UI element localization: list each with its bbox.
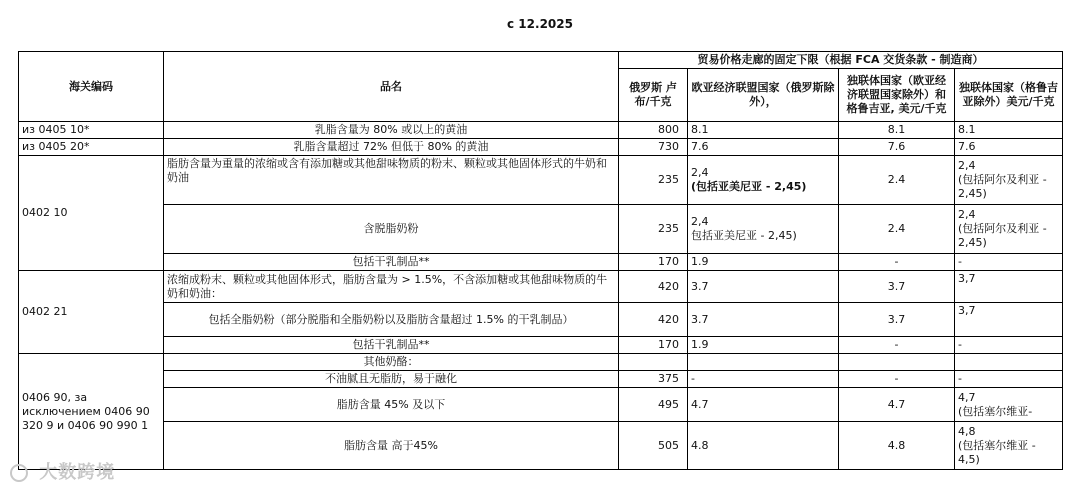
cis2-value: 4,7 — [958, 390, 976, 404]
header-row-1 — [19, 52, 1063, 69]
row-eaeu: 3.7 — [688, 303, 839, 337]
row-name: 浓缩成粉末、颗粒或其他固体形式，脂肪含量为 > 1.5%，不含添加糖或其他甜味物质的牛奶和奶油： — [164, 271, 619, 303]
header-name: 品名 — [164, 52, 619, 122]
header-cis-ex-eaeu: 独联体国家（欧亚经济联盟国家除外）和格鲁吉亚, 美元/千克 — [839, 69, 955, 122]
row-name: 脂肪含量 高于45% — [164, 422, 619, 470]
row-cis: 7.6 — [839, 139, 955, 156]
row-rub: 505 — [619, 422, 688, 470]
row-cis2: 3,7 — [955, 303, 1063, 337]
row-cis2: 8.1 — [955, 122, 1063, 139]
eaeu-note: 包括亚美尼亚 - 2,45) — [691, 229, 797, 242]
table-row — [19, 271, 1063, 303]
watermark-logo-icon — [10, 464, 28, 482]
group-code: 0402 21 — [19, 271, 164, 354]
row-cis: 2.4 — [839, 156, 955, 205]
table-row — [19, 354, 1063, 371]
header-code: 海关编码 — [19, 52, 164, 122]
table-row — [19, 388, 1063, 422]
row-name: 脂肪含量 45% 及以下 — [164, 388, 619, 422]
row-rub — [619, 354, 688, 371]
row-eaeu — [688, 156, 839, 205]
row-cis: 8.1 — [839, 122, 955, 139]
group-code: 0402 10 — [19, 156, 164, 271]
row-eaeu: 1.9 — [688, 337, 839, 354]
row-code: из 0405 10* — [19, 122, 164, 139]
table-row — [19, 371, 1063, 388]
row-cis2: - — [955, 337, 1063, 354]
row-cis2 — [955, 156, 1063, 205]
row-cis: 4.8 — [839, 422, 955, 470]
row-cis2 — [955, 354, 1063, 371]
row-name: 其他奶酪： — [164, 354, 619, 371]
header-price-group: 贸易价格走廊的固定下限（根据 FCA 交货条款 - 制造商） — [619, 52, 1063, 69]
row-rub: 800 — [619, 122, 688, 139]
row-cis: - — [839, 337, 955, 354]
cis2-value: 2,4 — [958, 159, 976, 172]
row-cis2 — [955, 205, 1063, 254]
row-rub: 235 — [619, 205, 688, 254]
row-cis2 — [955, 388, 1063, 422]
row-eaeu: 4.7 — [688, 388, 839, 422]
cis2-note: (包括阿尔及利亚 - 2,45) — [958, 173, 1047, 200]
row-rub: 420 — [619, 303, 688, 337]
row-rub: 495 — [619, 388, 688, 422]
header-cis-ex-georgia: 独联体国家（格鲁吉亚除外）美元/千克 — [955, 69, 1063, 122]
row-cis: 2.4 — [839, 205, 955, 254]
row-cis2: - — [955, 254, 1063, 271]
row-eaeu — [688, 205, 839, 254]
row-cis2 — [955, 422, 1063, 470]
watermark — [10, 458, 115, 484]
header-rub: 俄罗斯 卢布/千克 — [619, 69, 688, 122]
row-eaeu: - — [688, 371, 839, 388]
row-name: 脂肪含量为重量的浓缩或含有添加糖或其他甜味物质的粉末、颗粒或其他固体形式的牛奶和奶油 — [164, 156, 619, 205]
row-cis: 3.7 — [839, 271, 955, 303]
table-row — [19, 303, 1063, 337]
table-row — [19, 254, 1063, 271]
table-row — [19, 156, 1063, 205]
header-eaeu: 欧亚经济联盟国家（俄罗斯除外）， — [688, 69, 839, 122]
row-eaeu: 7.6 — [688, 139, 839, 156]
eaeu-note: (包括亚美尼亚 - 2,45) — [691, 180, 807, 193]
cis2-note: (包括阿尔及利亚 - 2,45) — [958, 222, 1047, 249]
cis2-value: 2,4 — [958, 208, 976, 221]
row-cis: 4.7 — [839, 388, 955, 422]
row-cis — [839, 354, 955, 371]
row-eaeu — [688, 354, 839, 371]
cis2-note: (包括塞尔维亚- — [958, 404, 1033, 418]
row-rub: 170 — [619, 337, 688, 354]
row-cis2: - — [955, 371, 1063, 388]
eaeu-value: 2,4 — [691, 215, 709, 228]
row-code: из 0405 20* — [19, 139, 164, 156]
row-name: 包括干乳制品** — [164, 337, 619, 354]
table-row — [19, 422, 1063, 470]
row-rub: 420 — [619, 271, 688, 303]
table-row — [19, 139, 1063, 156]
cis2-value: 4,8 — [958, 424, 976, 438]
row-eaeu: 4.8 — [688, 422, 839, 470]
row-rub: 730 — [619, 139, 688, 156]
row-cis: - — [839, 371, 955, 388]
group-code: 0406 90, за исключением 0406 90 320 9 и 0406 90 990 1 — [19, 354, 164, 470]
row-cis2: 3,7 — [955, 271, 1063, 303]
eaeu-value: 2,4 — [691, 166, 709, 179]
row-rub: 235 — [619, 156, 688, 205]
cis2-note: (包括塞尔维亚 - 4,5) — [958, 438, 1036, 466]
row-name: 乳脂含量超过 72% 但低于 80% 的黄油 — [164, 139, 619, 156]
watermark-text: 大数跨境 — [39, 462, 116, 483]
table-row — [19, 205, 1063, 254]
row-rub: 375 — [619, 371, 688, 388]
row-eaeu: 8.1 — [688, 122, 839, 139]
row-eaeu: 1.9 — [688, 254, 839, 271]
row-cis2: 7.6 — [955, 139, 1063, 156]
row-name: 包括干乳制品** — [164, 254, 619, 271]
page-title: с 12.2025 — [507, 17, 573, 31]
row-rub: 170 — [619, 254, 688, 271]
row-name: 包括全脂奶粉（部分脱脂和全脂奶粉以及脂肪含量超过 1.5% 的干乳制品） — [164, 303, 619, 337]
price-table — [18, 51, 1063, 470]
table-row — [19, 122, 1063, 139]
row-name: 乳脂含量为 80% 或以上的黄油 — [164, 122, 619, 139]
row-cis: - — [839, 254, 955, 271]
table-row — [19, 337, 1063, 354]
row-eaeu: 3.7 — [688, 271, 839, 303]
row-cis: 3.7 — [839, 303, 955, 337]
row-name: 含脱脂奶粉 — [164, 205, 619, 254]
row-name: 不油腻且无脂肪，易于融化 — [164, 371, 619, 388]
